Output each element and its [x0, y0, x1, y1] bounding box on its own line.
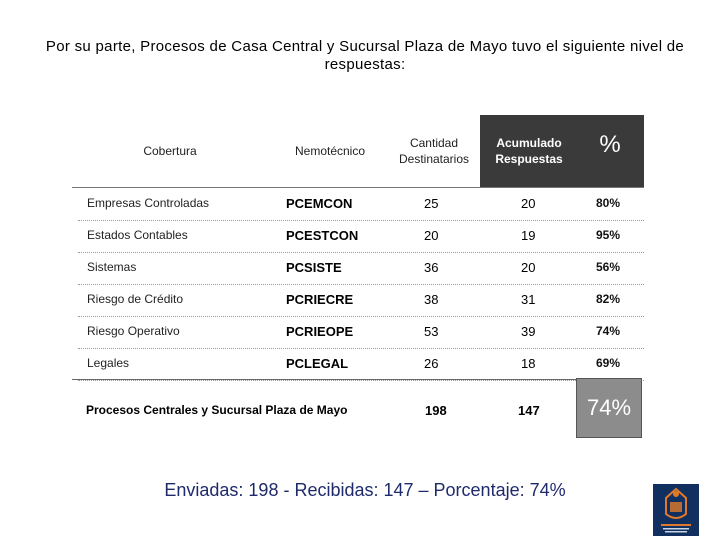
- cell-cobertura: Sistemas: [87, 260, 137, 274]
- cell-cobertura: Riesgo de Crédito: [87, 292, 184, 306]
- cell-pct: 82%: [596, 292, 621, 306]
- cell-cobertura: Legales: [87, 356, 130, 370]
- cell-cantidad: 53: [424, 324, 439, 339]
- cell-pct: 74%: [596, 324, 621, 338]
- total-pct-box: [576, 378, 642, 438]
- summary-text: Enviadas: 198 - Recibidas: 147 – Porcentaje: 74%: [164, 480, 566, 500]
- header-acumulado-line2: Respuestas: [495, 152, 563, 166]
- cell-cantidad: 38: [424, 292, 439, 307]
- total-divider: [72, 379, 577, 380]
- table-row: [78, 316, 644, 349]
- cell-acumulado: 19: [521, 228, 536, 243]
- cell-cantidad: 25: [424, 196, 439, 211]
- page-title: Por su parte, Procesos de Casa Central y Sucursal Plaza de Mayo tuvo el siguiente nivel de respuestas:: [45, 38, 685, 73]
- table-row: [78, 348, 644, 381]
- bank-logo-icon: [653, 484, 699, 536]
- header-acumulado-line1: Acumulado: [496, 136, 562, 150]
- table-row: [78, 284, 644, 317]
- cell-pct: 69%: [596, 356, 621, 370]
- cell-pct: 56%: [596, 260, 621, 274]
- cell-nemotecnico: PCESTCON: [286, 228, 359, 243]
- header-cobertura: Cobertura: [143, 144, 197, 158]
- bank-logo-graphic: [653, 484, 699, 536]
- total-cantidad: 198: [425, 403, 447, 418]
- header-nemotecnico: Nemotécnico: [294, 144, 366, 158]
- cell-cantidad: 26: [424, 356, 439, 371]
- cell-cobertura: Empresas Controladas: [87, 196, 210, 210]
- cell-nemotecnico: PCEMCON: [286, 196, 353, 211]
- cell-pct: 95%: [596, 228, 621, 242]
- cell-cantidad: 36: [424, 260, 439, 275]
- cell-nemotecnico: PCSISTE: [286, 260, 342, 275]
- cell-pct: 80%: [596, 196, 621, 210]
- cell-nemotecnico: PCLEGAL: [286, 356, 349, 371]
- total-pct: 74%: [586, 395, 632, 420]
- header-cantidad: [384, 135, 484, 167]
- cell-nemotecnico: PCRIECRE: [286, 292, 354, 307]
- cell-acumulado: 20: [521, 196, 536, 211]
- table-row: [78, 188, 644, 221]
- header-cantidad-line1: Cantidad: [409, 136, 459, 150]
- cell-acumulado: 18: [521, 356, 536, 371]
- cell-acumulado: 31: [521, 292, 536, 307]
- cell-cobertura: Riesgo Operativo: [87, 324, 180, 338]
- cell-acumulado: 20: [521, 260, 536, 275]
- cell-nemotecnico: PCRIEOPE: [286, 324, 354, 339]
- cell-cantidad: 20: [424, 228, 439, 243]
- header-acumulado: [480, 135, 578, 167]
- header-cantidad-line2: Destinatarios: [398, 152, 470, 166]
- total-label: Procesos Centrales y Sucursal Plaza de Mayo: [86, 403, 348, 417]
- table-row: [78, 252, 644, 285]
- cell-acumulado: 39: [521, 324, 536, 339]
- total-acumulado: 147: [518, 403, 540, 418]
- cell-cobertura: Estados Contables: [87, 228, 188, 242]
- header-pct: %: [599, 131, 621, 158]
- table-row: [78, 220, 644, 253]
